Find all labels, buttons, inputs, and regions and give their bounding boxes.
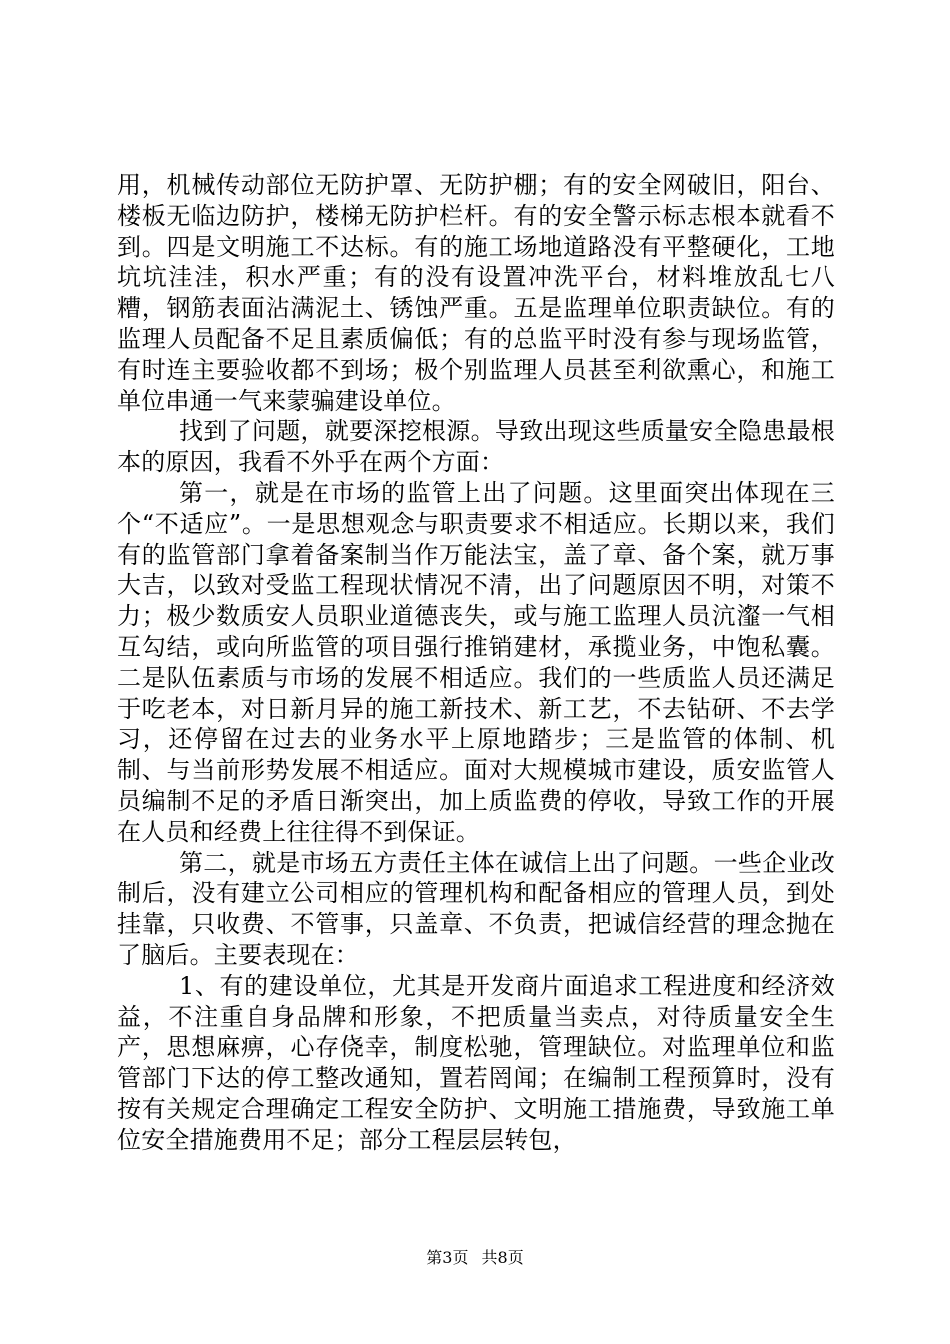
paragraph: 1、有的建设单位，尤其是开发商片面追求工程进度和经济效益，不注重自身品牌和形象，不把质量当卖点，对待质量安全生产，思想麻痹，心存侥幸，制度松驰，管理缺位。对监理单位和监管部门下达的停工整改通知，置若罔闻；在编制工程预算时，没有按有关规定合理确定工程安全防护、文明施工措施费，导致施工单位安全措施费用不足；部分工程层层转包， (117, 971, 835, 1154)
page-number: 第3页 (426, 1248, 469, 1267)
paragraph: 用，机械传动部位无防护罩、无防护棚；有的安全网破旧，阳台、楼板无临边防护，楼梯无防护栏杆。有的安全警示标志根本就看不到。四是文明施工不达标。有的施工场地道路没有平整硬化，工地坑坑洼洼，积水严重；有的没有设置冲洗平台，材料堆放乱七八糟，钢筋表面沾满泥土、锈蚀严重。五是监理单位职责缺位。有的监理人员配备不足且素质偏低；有的总监平时没有参与现场监管，有时连主要验收都不到场；极个别监理人员甚至利欲熏心，和施工单位串通一气来蒙骗建设单位。 (117, 171, 835, 415)
paragraph: 第二，就是市场五方责任主体在诚信上出了问题。一些企业改制后，没有建立公司相应的管理机构和配备相应的管理人员，到处挂靠，只收费、不管事，只盖章、不负责，把诚信经营的理念抛在了脑后。主要表现在： (117, 848, 835, 969)
page-footer (0, 1245, 950, 1268)
paragraph: 第一，就是在市场的监管上出了问题。这里面突出体现在三个“不适应”。一是思想观念与职责要求不相适应。长期以来，我们有的监管部门拿着备案制当作万能法宝，盖了章、备个案，就万事大吉，以致对受监工程现状情况不清，出了问题原因不明，对策不力；极少数质安人员职业道德丧失，或与施工监理人员沆瀣一气相互勾结，或向所监管的项目强行推销建材，承揽业务，中饱私囊。二是队伍素质与市场的发展不相适应。我们的一些质监人员还满足于吃老本，对日新月异的施工新技术、新工艺，不去钻研、不去学习，还停留在过去的业务水平上原地踏步；三是监管的体制、机制、与当前形势发展不相适应。面对大规模城市建设，质安监管人员编制不足的矛盾日渐突出，加上质监费的停收，导致工作的开展在人员和经费上往往得不到保证。 (117, 478, 835, 846)
paragraph: 找到了问题，就要深挖根源。导致出现这些质量安全隐患最根本的原因，我看不外乎在两个方面： (117, 417, 835, 477)
document-body (117, 170, 835, 1156)
page-total: 共8页 (481, 1248, 524, 1267)
